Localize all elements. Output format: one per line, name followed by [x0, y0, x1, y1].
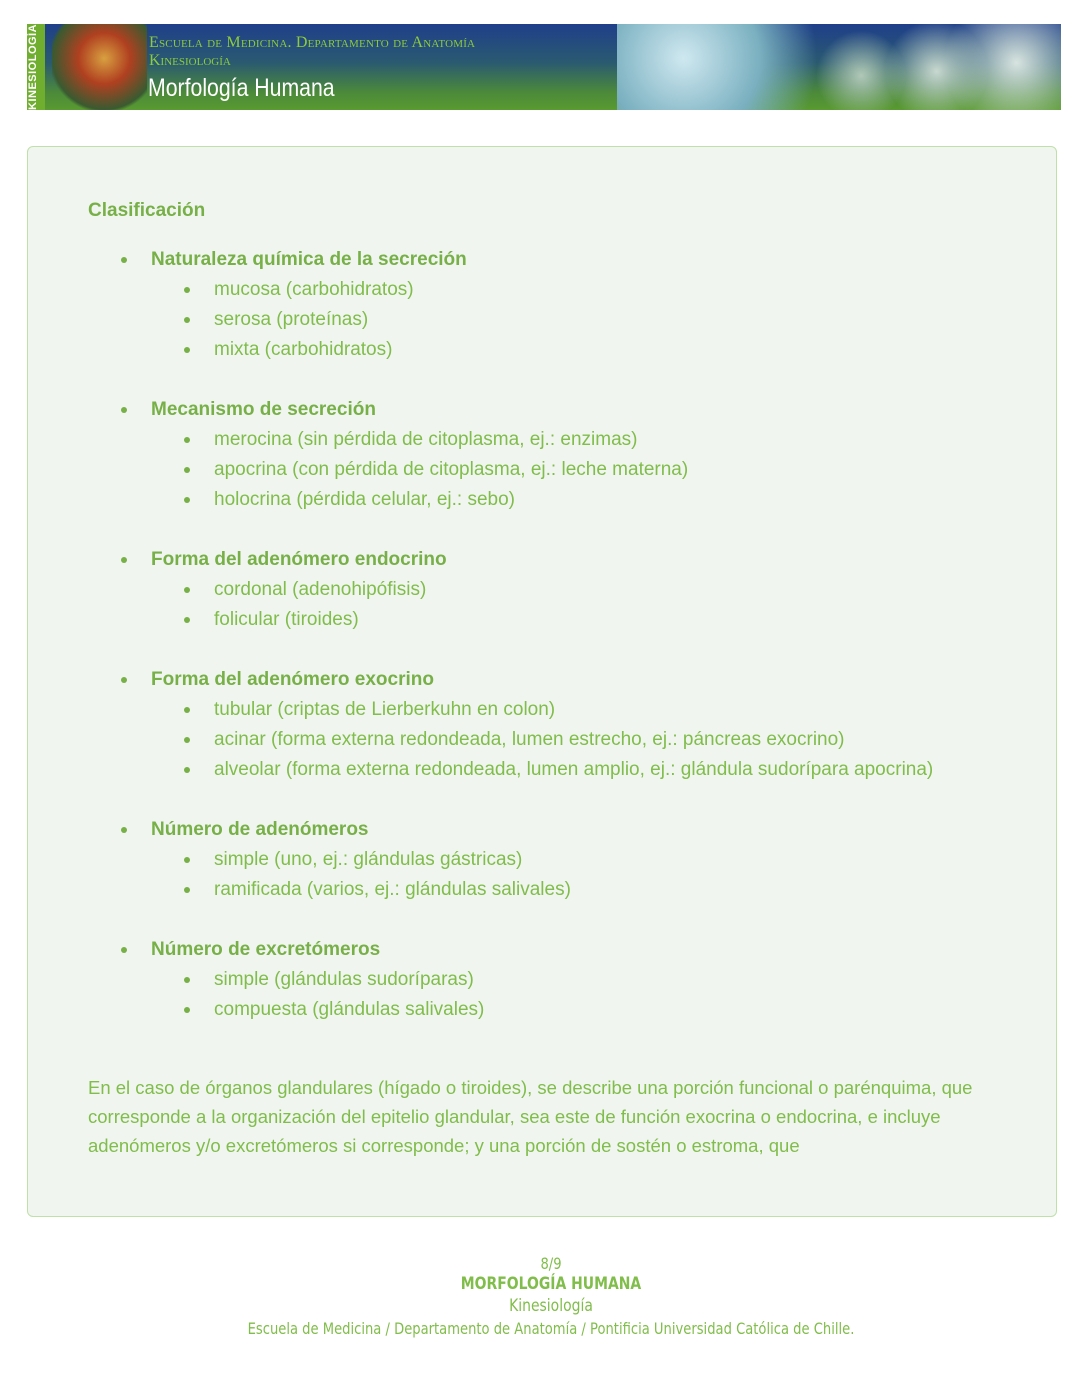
- item-text: cordonal (adenohipófisis): [214, 579, 427, 600]
- bullet-icon: [184, 317, 190, 323]
- classification-group: [88, 548, 988, 638]
- banner-career: Kinesiología: [149, 52, 231, 69]
- classification-group: [88, 668, 988, 788]
- bullet-icon: [184, 617, 190, 623]
- item-text: mixta (carbohidratos): [214, 339, 393, 360]
- classification-group: [88, 818, 988, 908]
- group-heading: [88, 938, 988, 968]
- section-title: Clasificación: [88, 200, 206, 221]
- list-item: [88, 458, 988, 488]
- bullet-icon: [184, 287, 190, 293]
- classification-group: [88, 938, 988, 1028]
- bullet-icon: [184, 467, 190, 473]
- list-item: [88, 578, 988, 608]
- item-text: merocina (sin pérdida de citoplasma, ej.: enzimas): [214, 429, 638, 450]
- bullet-icon: [121, 827, 127, 833]
- item-text: tubular (criptas de Lierberkuhn en colon): [214, 699, 556, 720]
- list-item: [88, 308, 988, 338]
- item-text: Naturaleza química de la secreción: [151, 249, 467, 270]
- item-text: folicular (tiroides): [214, 609, 359, 630]
- classification-group: [88, 398, 988, 518]
- skeleton-image: [617, 24, 1061, 110]
- banner-course: Morfología Humana: [148, 74, 335, 102]
- item-text: simple (glándulas sudoríparas): [214, 969, 474, 990]
- list-item: [88, 338, 988, 368]
- footer-institution: Escuela de Medicina / Departamento de Anatomía / Pontificia Universidad Católica de Chille.: [247, 1319, 855, 1338]
- list-item: [88, 848, 988, 878]
- item-text: alveolar (forma externa redondeada, lumen amplio, ej.: glándula sudorípara apocrina): [214, 759, 934, 780]
- side-tab-label: KINESIOLOGÍA: [27, 24, 45, 110]
- banner-school: Escuela de Medicina. Departamento de Anatomía: [149, 34, 476, 51]
- list-item: [88, 728, 988, 758]
- bullet-icon: [121, 407, 127, 413]
- bullet-icon: [184, 737, 190, 743]
- bullet-icon: [184, 887, 190, 893]
- list-item: [88, 608, 988, 638]
- body-paragraph: En el caso de órganos glandulares (hígado o tiroides), se describe una porción funcional o parénquima, que corresponde a la organización del epitelio glandular, sea este de función exocrina o endocrina, e incluye adenómeros y/o excretómeros si corresponde; y una porción de sostén o estroma, que: [88, 1077, 973, 1156]
- bullet-icon: [121, 257, 127, 263]
- page-number: 8/9: [540, 1254, 562, 1273]
- bullet-icon: [184, 977, 190, 983]
- bullet-icon: [121, 947, 127, 953]
- bullet-icon: [184, 767, 190, 773]
- item-text: mucosa (carbohidratos): [214, 279, 414, 300]
- item-text: simple (uno, ej.: glándulas gástricas): [214, 849, 523, 870]
- list-item: [88, 758, 988, 788]
- classification-group: [88, 248, 988, 368]
- item-text: apocrina (con pérdida de citoplasma, ej.: leche materna): [214, 459, 689, 480]
- item-text: acinar (forma externa redondeada, lumen estrecho, ej.: páncreas exocrino): [214, 729, 845, 750]
- anatomy-figure-image: [52, 24, 147, 110]
- list-item: [88, 968, 988, 998]
- group-heading: [88, 248, 988, 278]
- item-text: Forma del adenómero exocrino: [151, 669, 434, 690]
- header-banner: [27, 24, 1061, 110]
- bullet-icon: [184, 857, 190, 863]
- list-item: [88, 278, 988, 308]
- list-item: [88, 428, 988, 458]
- bullet-icon: [184, 497, 190, 503]
- footer-course: MORFOLOGÍA HUMANA: [460, 1274, 642, 1294]
- item-text: Número de adenómeros: [151, 819, 369, 840]
- group-heading: [88, 398, 988, 428]
- bullet-icon: [121, 557, 127, 563]
- group-heading: [88, 668, 988, 698]
- footer-career: Kinesiología: [509, 1296, 593, 1316]
- item-text: Número de excretómeros: [151, 939, 381, 960]
- bullet-icon: [121, 677, 127, 683]
- bullet-icon: [184, 437, 190, 443]
- list-item: [88, 698, 988, 728]
- item-text: serosa (proteínas): [214, 309, 369, 330]
- item-text: ramificada (varios, ej.: glándulas salivales): [214, 879, 571, 900]
- item-text: holocrina (pérdida celular, ej.: sebo): [214, 489, 516, 510]
- list-item: [88, 998, 988, 1028]
- group-heading: [88, 818, 988, 848]
- bullet-icon: [184, 587, 190, 593]
- bullet-icon: [184, 347, 190, 353]
- list-item: [88, 878, 988, 908]
- group-heading: [88, 548, 988, 578]
- bullet-icon: [184, 707, 190, 713]
- classification-list: [88, 248, 988, 1058]
- bullet-icon: [184, 1007, 190, 1013]
- list-item: [88, 488, 988, 518]
- item-text: Forma del adenómero endocrino: [151, 549, 447, 570]
- item-text: Mecanismo de secreción: [151, 399, 376, 420]
- item-text: compuesta (glándulas salivales): [214, 999, 485, 1020]
